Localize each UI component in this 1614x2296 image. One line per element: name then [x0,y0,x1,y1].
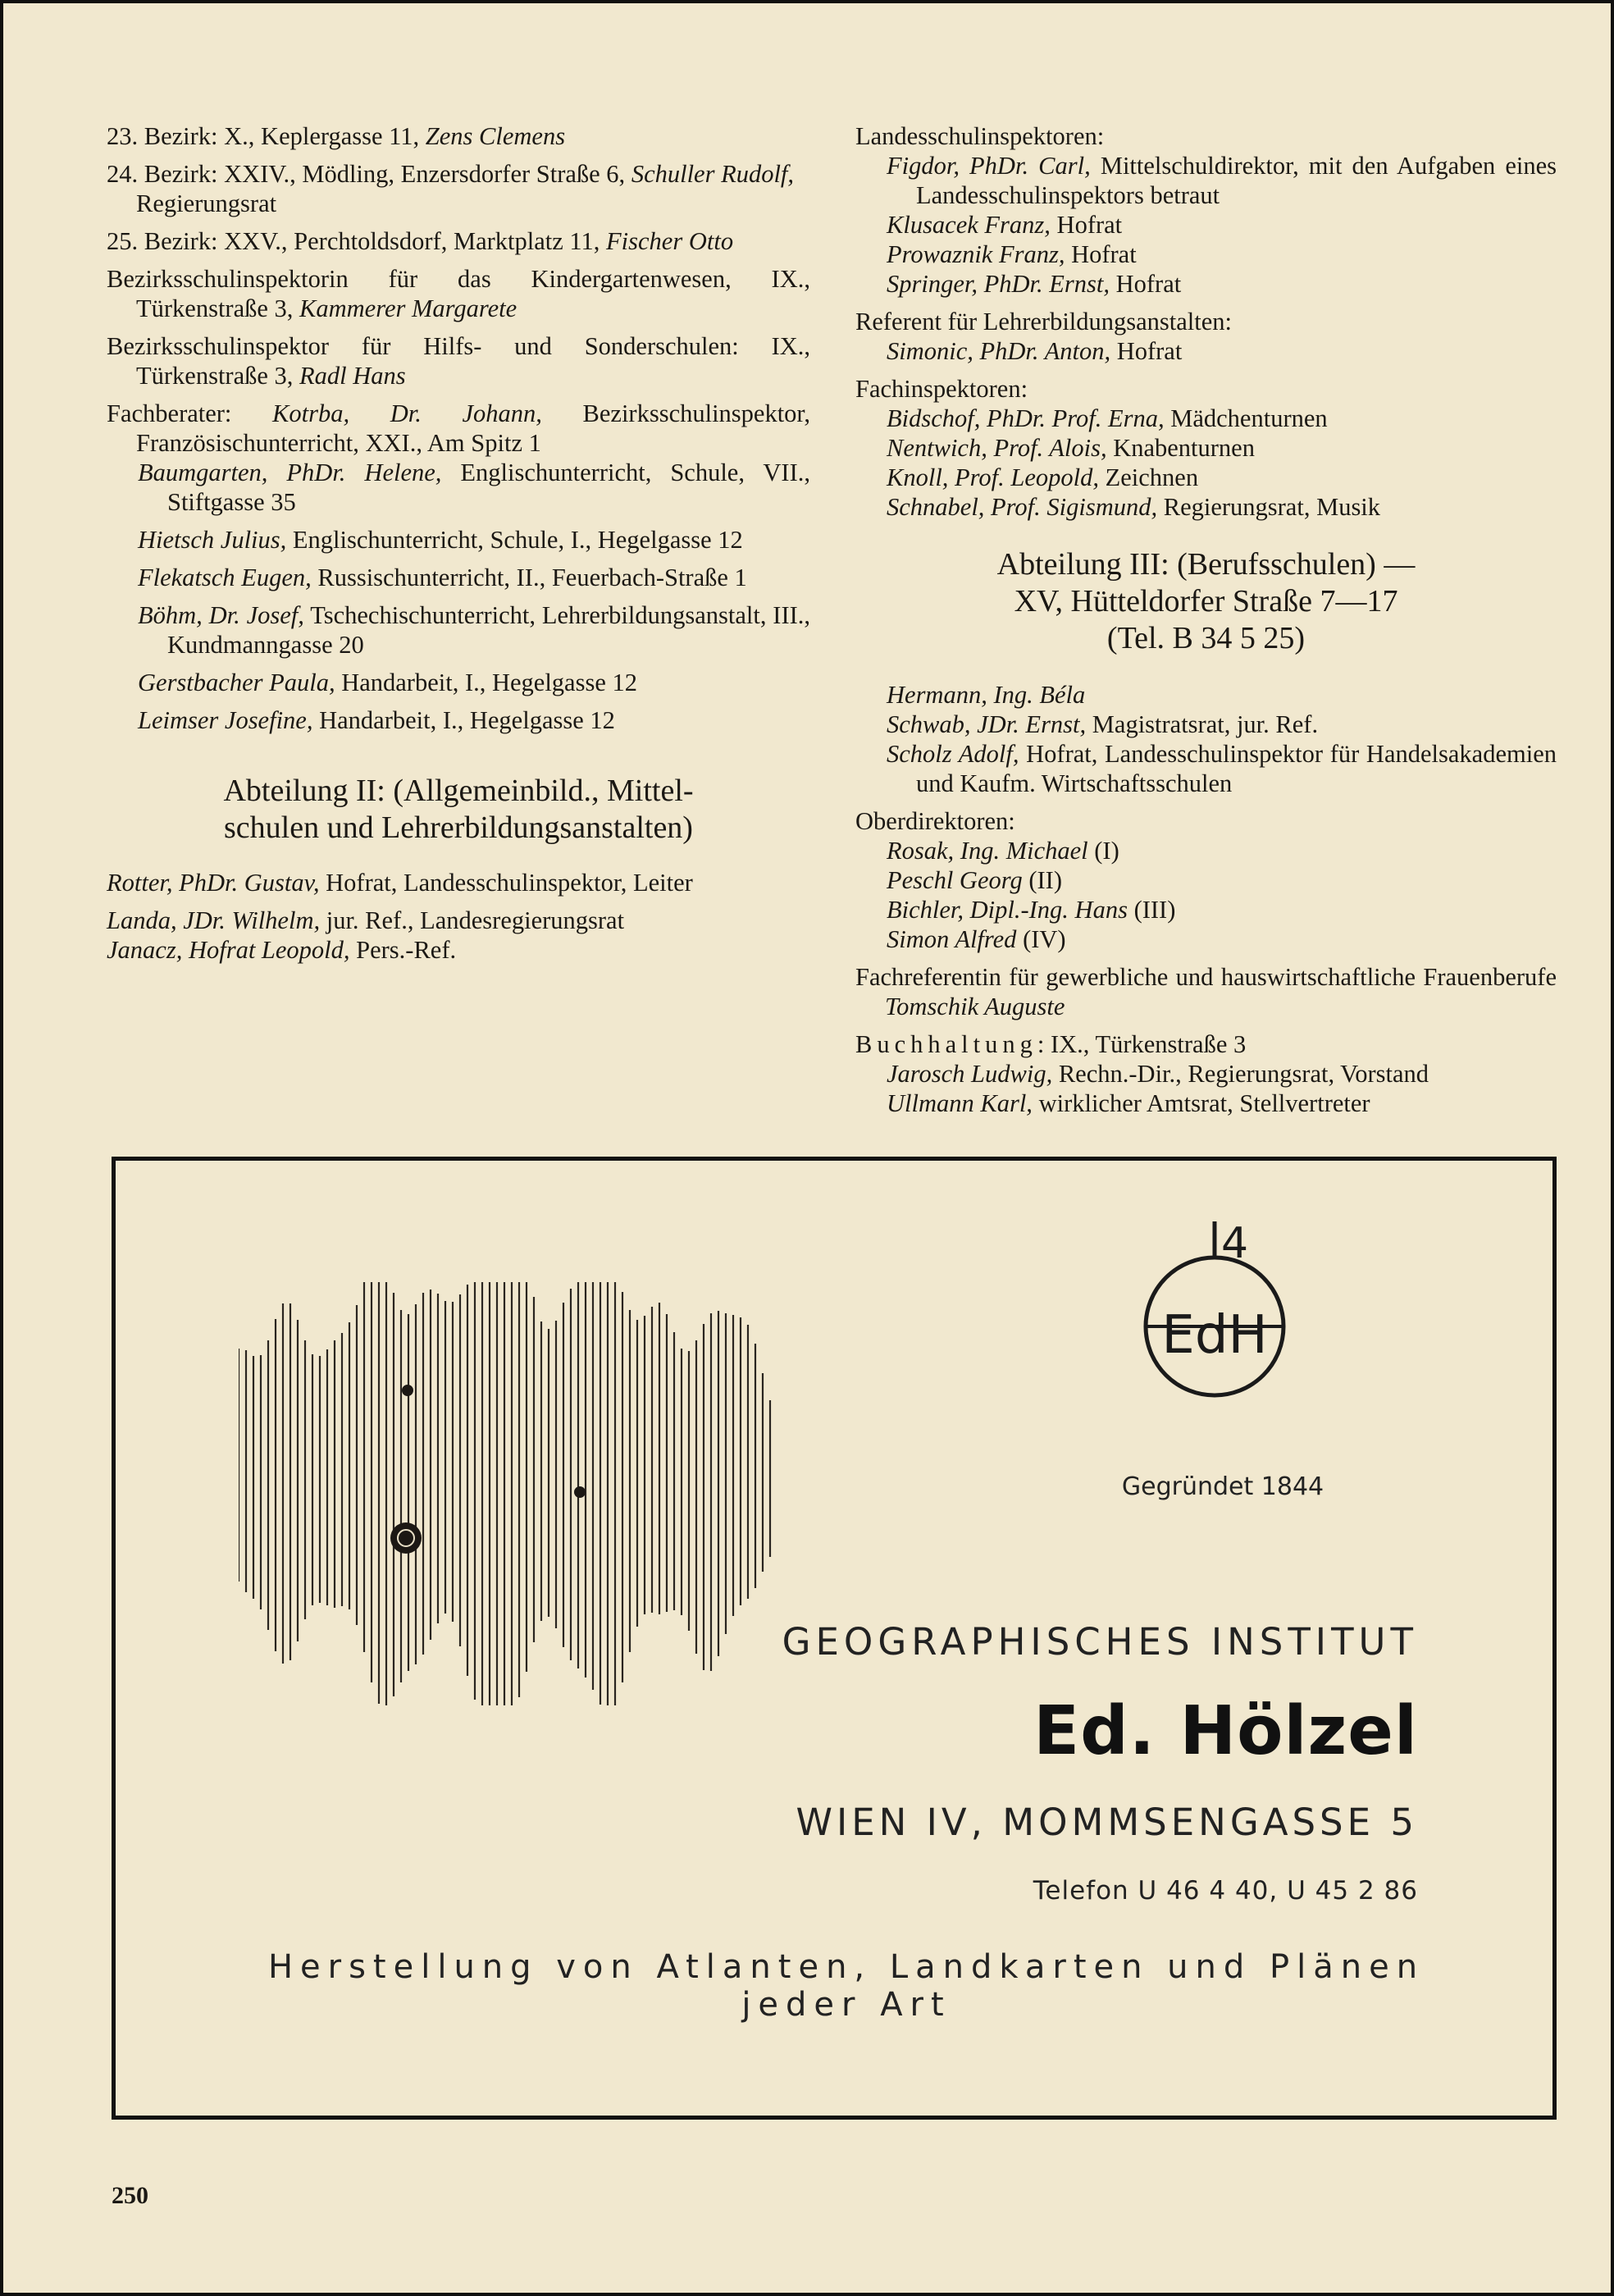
section-heading-line: XV, Hütteldorfer Straße 7—17 [1014,584,1398,619]
advisor-entry: Baumgarten, PhDr. Helene, Englischunterricht, Schule, VII., Stiftgasse 35 [138,459,810,516]
company-phone: Telefon U 46 4 40, U 45 2 86 [1033,1876,1418,1906]
institute-name: GEOGRAPHISCHES INSTITUT [782,1620,1418,1664]
oberdirektor-entry: Simon Alfred (IV) [887,925,1066,953]
referent-label: Referent für Lehrerbildungsanstalten: [855,308,1233,335]
company-name: Ed. Hölzel [1033,1692,1418,1770]
oberdirektor-entry: Peschl Georg (II) [887,866,1062,894]
founded-text: Gegründet 1844 [1121,1472,1324,1501]
left-column [107,121,810,973]
logo-number: 4 [1221,1221,1249,1268]
district-entry-24: 24. Bezirk: XXIV., Mödling, Enzersdorfer Straße 6, Schuller Rudolf, Regierungsrat [107,160,795,217]
section-heading-line: schulen und Lehrerbildungsanstalten) [224,810,693,845]
dept3-entry: Schwab, JDr. Ernst, Magistratsrat, jur. Ref. [887,710,1319,738]
dept3-entry: Scholz Adolf, Hofrat, Landesschulinspektor für Handelsakademien und Kaufm. Wirtschaftsschulen [887,740,1557,797]
staff-entry: Janacz, Hofrat Leopold, Pers.-Ref. [107,936,457,964]
striped-map-graphic [239,1282,772,1705]
buchhaltung-entry: Buchhaltung: IX., Türkenstraße 3 [855,1030,1247,1058]
fachinspektor-entry: Bidschof, PhDr. Prof. Erna, Mädchenturnen [887,404,1328,432]
page-number: 250 [112,2182,148,2209]
district-entry-23: 23. Bezirk: X., Keplergasse 11, Zens Clemens [107,122,566,150]
advisor-entry: Leimser Josefine, Handarbeit, I., Hegelgasse 12 [138,706,615,734]
district-entry-25: 25. Bezirk: XXV., Perchtoldsdorf, Marktplatz 11, Fischer Otto [107,227,734,255]
dept3-entry: Hermann, Ing. Béla [887,681,1086,709]
buchhaltung-staff-entry: Jarosch Ludwig, Rechn.-Dir., Regierungsrat, Vorstand [887,1060,1429,1088]
oberdirektor-entry: Rosak, Ing. Michael (I) [887,837,1119,865]
inspector-entry: Figdor, PhDr. Carl, Mittelschuldirektor, mit den Aufgaben eines Landesschulinspektors betraut [887,152,1557,209]
oberdirektor-entry: Bichler, Dipl.-Ing. Hans (III) [887,896,1176,924]
oberdirektoren-label: Oberdirektoren: [855,807,1015,835]
section-heading-line: Abteilung II: (Allgemeinbild., Mittel- [223,774,694,808]
advisor-entry: Böhm, Dr. Josef, Tschechischunterricht, Lehrerbildungsanstalt, III., Kundmanngasse 20 [138,601,811,659]
company-address: WIEN IV, MOMMSENGASSE 5 [796,1801,1418,1844]
logo-letters: EdH [1161,1305,1268,1366]
ad-tagline: Herstellung von Atlanten, Landkarten und Plänen jeder Art [267,1948,1425,2024]
fachinspektor-entry: Schnabel, Prof. Sigismund, Regierungsrat, Musik [887,493,1381,521]
fachinspektoren-label: Fachinspektoren: [855,375,1028,403]
referent-entry: Simonic, PhDr. Anton, Hofrat [887,337,1183,365]
inspector-entry: Klusacek Franz, Hofrat [887,211,1123,239]
advertisement [112,1157,1557,2120]
section-heading-abteilung-2 [107,773,810,847]
fachreferentin-entry: Fachreferentin für gewerbliche und hauswirtschaftliche Frauenberufe Tomschik Auguste [855,963,1557,1020]
inspector-entry: Prowaznik Franz, Hofrat [887,240,1137,268]
section-heading-line: Abteilung III: (Berufsschulen) — [996,547,1416,582]
fachinspektor-entry: Nentwich, Prof. Alois, Knabenturnen [887,434,1255,462]
advisor-entry: Gerstbacher Paula, Handarbeit, I., Hegelgasse 12 [138,669,637,696]
fachberater-entry: Fachberater: Kotrba, Dr. Johann, Bezirksschulinspektor, Französischunterricht, XXI., Am Spitz 1 [107,399,810,457]
hoelzel-logo [1139,1221,1290,1400]
buchhaltung-staff-entry: Ullmann Karl, wirklicher Amtsrat, Stellvertreter [887,1089,1370,1117]
right-column [855,121,1557,1118]
staff-entry: Rotter, PhDr. Gustav, Hofrat, Landesschulinspektor, Leiter [107,869,693,897]
inspectors-label: Landesschulinspektoren: [855,122,1105,150]
kindergarten-inspector-entry: Bezirksschulinspektorin für das Kindergartenwesen, IX., Türkenstraße 3, Kammerer Margarete [107,265,810,322]
inspector-entry: Springer, PhDr. Ernst, Hofrat [887,270,1182,298]
advisor-entry: Hietsch Julius, Englischunterricht, Schule, I., Hegelgasse 12 [138,526,743,554]
special-schools-inspector-entry: Bezirksschulinspektor für Hilfs- und Sonderschulen: IX., Türkenstraße 3, Radl Hans [107,332,810,390]
section-heading-abteilung-3 [855,546,1557,657]
fachinspektor-entry: Knoll, Prof. Leopold, Zeichnen [887,463,1199,491]
section-heading-line: (Tel. B 34 5 25) [1106,621,1306,655]
advisor-entry: Flekatsch Eugen, Russischunterricht, II., Feuerbach-Straße 1 [138,564,747,591]
staff-entry: Landa, JDr. Wilhelm, jur. Ref., Landesregierungsrat [107,906,625,934]
